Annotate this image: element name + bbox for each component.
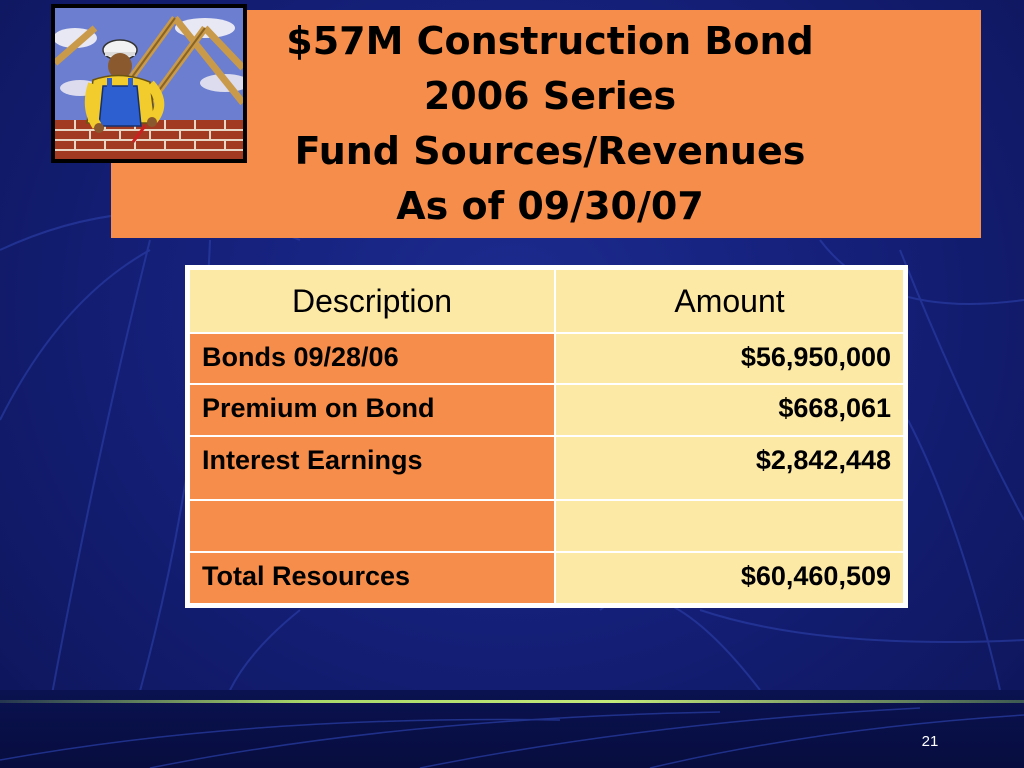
title-line-4: As of 09/30/07 [396, 184, 704, 228]
header-amount: Amount [555, 269, 904, 333]
title-line-1: $57M Construction Bond [286, 19, 814, 63]
row-amount [555, 500, 904, 552]
table-header-row [189, 269, 904, 333]
table-row-empty [189, 500, 904, 552]
row-amount: $56,950,000 [555, 333, 904, 384]
row-description: Interest Earnings [189, 436, 555, 500]
row-amount: $668,061 [555, 384, 904, 436]
row-amount: $2,842,448 [555, 436, 904, 500]
row-description: Premium on Bond [189, 384, 555, 436]
construction-worker-clipart-icon [51, 4, 247, 163]
total-amount: $60,460,509 [555, 552, 904, 604]
title-line-2: 2006 Series [423, 74, 677, 118]
table-row-total [189, 552, 904, 604]
fund-sources-table [185, 265, 908, 608]
table-row [189, 436, 904, 500]
header-description: Description [189, 269, 555, 333]
total-description: Total Resources [189, 552, 555, 604]
title-line-3: Fund Sources/Revenues [294, 129, 806, 173]
footer-accent-line [0, 700, 1024, 703]
row-description: Bonds 09/28/06 [189, 333, 555, 384]
table-row [189, 333, 904, 384]
row-description [189, 500, 555, 552]
page-number: 21 [921, 733, 939, 750]
table-row [189, 384, 904, 436]
